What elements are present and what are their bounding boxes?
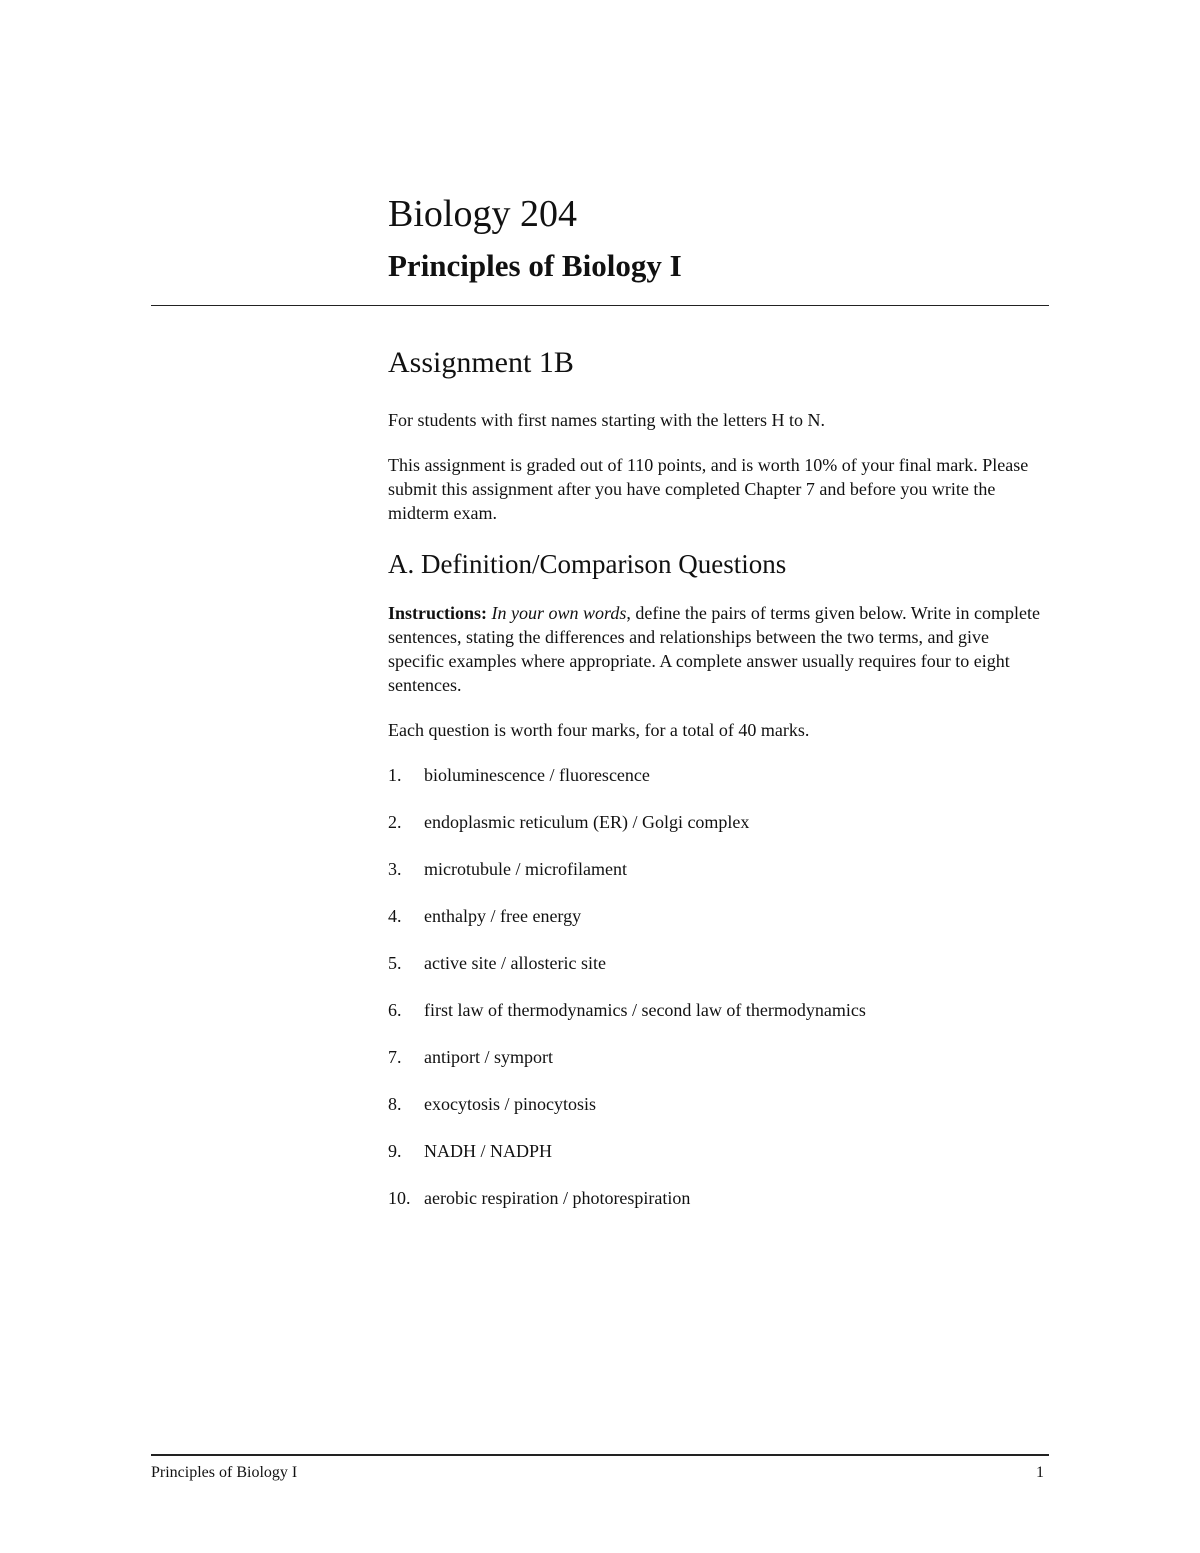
question-text: antiport / symport <box>424 1047 553 1067</box>
question-item <box>388 998 1048 1022</box>
footer-divider <box>151 1454 1049 1456</box>
question-number: 5. <box>388 953 402 973</box>
question-text: active site / allosteric site <box>424 953 606 973</box>
question-number: 9. <box>388 1141 402 1161</box>
marks-note: Each question is worth four marks, for a total of 40 marks. <box>388 720 810 740</box>
question-text: enthalpy / free energy <box>424 906 582 926</box>
question-number: 1. <box>388 765 402 785</box>
audience-paragraph: For students with first names starting with the letters H to N. <box>388 410 825 430</box>
question-item <box>388 763 1048 787</box>
question-text: first law of thermodynamics / second law of thermodynamics <box>424 1000 866 1020</box>
question-number: 3. <box>388 859 402 879</box>
question-item <box>388 904 1048 928</box>
question-number: 7. <box>388 1047 402 1067</box>
question-number: 6. <box>388 1000 402 1020</box>
question-item <box>388 1186 1048 1210</box>
question-number: 10. <box>388 1188 411 1208</box>
course-number: Biology 204 <box>388 193 577 235</box>
instructions-label: Instructions: <box>388 603 488 623</box>
question-number: 8. <box>388 1094 402 1114</box>
question-list <box>388 763 1048 1210</box>
main-content <box>388 343 1048 1233</box>
question-item <box>388 810 1048 834</box>
instructions-text: , define the pairs of terms given below. Write in complete sentences, stating the differences and relationships between the two terms, and give specific examples where appropriate. A complete answer usually requires four to eight sentences. <box>388 603 1041 695</box>
question-item <box>388 1139 1048 1163</box>
question-text: exocytosis / pinocytosis <box>424 1094 596 1114</box>
grading-paragraph: This assignment is graded out of 110 points, and is worth 10% of your final mark. Please submit this assignment after you have completed Chapter 7 and before you write the midterm exam. <box>388 455 1029 523</box>
question-item <box>388 951 1048 975</box>
question-text: aerobic respiration / photorespiration <box>424 1188 691 1208</box>
question-item <box>388 1092 1048 1116</box>
assignment-title: Assignment 1B <box>388 346 574 379</box>
header-divider <box>151 305 1049 306</box>
question-text: NADH / NADPH <box>424 1141 553 1161</box>
question-item <box>388 1045 1048 1069</box>
section-a-heading: A. Definition/Comparison Questions <box>388 549 787 579</box>
question-number: 2. <box>388 812 402 832</box>
page-number: 1 <box>1036 1464 1044 1481</box>
question-item <box>388 857 1048 881</box>
question-text: endoplasmic reticulum (ER) / Golgi complex <box>424 812 750 832</box>
course-title: Principles of Biology I <box>388 248 682 283</box>
footer-title: Principles of Biology I <box>151 1464 298 1481</box>
question-number: 4. <box>388 906 402 926</box>
instructions-emphasis: In your own words <box>491 603 627 623</box>
question-text: bioluminescence / fluorescence <box>424 765 650 785</box>
question-text: microtubule / microfilament <box>424 859 627 879</box>
instructions-paragraph <box>388 601 1048 697</box>
